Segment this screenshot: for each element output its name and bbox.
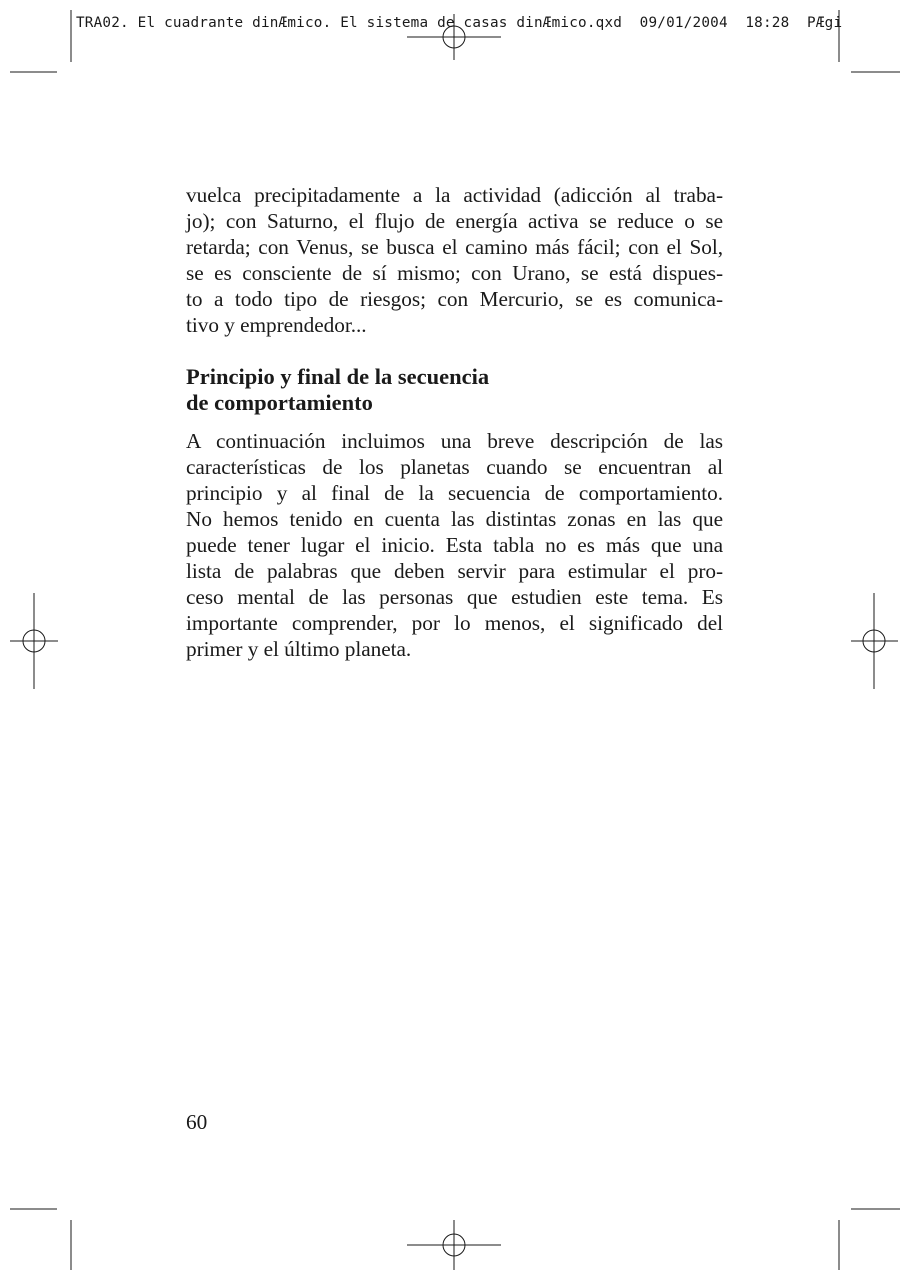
- registration-mark-top: [407, 14, 501, 60]
- text-line: ceso mental de las personas que estudien este tema. Es: [186, 585, 723, 609]
- print-slug-line: TRA02. El cuadrante dinÆmico. El sistema de casas dinÆmico.qxd 09/01/2004 18:28 PÆgi: [76, 15, 843, 31]
- text-line: características de los planetas cuando se encuentran al: [186, 455, 723, 479]
- registration-mark-right: [851, 593, 898, 689]
- text-line: vuelca precipitadamente a la actividad (adicción al traba-: [186, 183, 723, 207]
- text-line: retarda; con Venus, se busca el camino más fácil; con el Sol,: [186, 235, 723, 259]
- text-line: A continuación incluimos una breve descripción de las: [186, 429, 723, 453]
- text-line: puede tener lugar el inicio. Esta tabla no es más que una: [186, 533, 723, 557]
- page-number: 60: [186, 1110, 208, 1134]
- paragraph-section-body: [186, 428, 723, 662]
- registration-mark-bottom: [407, 1220, 501, 1270]
- text-line: tivo y emprendedor...: [186, 313, 367, 337]
- page-content: [186, 182, 723, 662]
- text-line: importante comprender, por lo menos, el significado del: [186, 611, 723, 635]
- text-line: No hemos tenido en cuenta las distintas zonas en las que: [186, 507, 723, 531]
- text-line: to a todo tipo de riesgos; con Mercurio, se es comunica-: [186, 287, 723, 311]
- text-line: primer y el último planeta.: [186, 637, 412, 661]
- text-line: se es consciente de sí mismo; con Urano, se está dispues-: [186, 261, 723, 285]
- heading-line: de comportamiento: [186, 390, 373, 415]
- paragraph-continuation: [186, 182, 723, 338]
- section-heading: [186, 364, 723, 416]
- text-line: principio y al final de la secuencia de comportamiento.: [186, 481, 723, 505]
- registration-mark-left: [10, 593, 58, 689]
- text-line: lista de palabras que deben servir para estimular el pro-: [186, 559, 723, 583]
- heading-line: Principio y final de la secuencia: [186, 364, 490, 389]
- text-line: jo); con Saturno, el flujo de energía activa se reduce o se: [186, 209, 723, 233]
